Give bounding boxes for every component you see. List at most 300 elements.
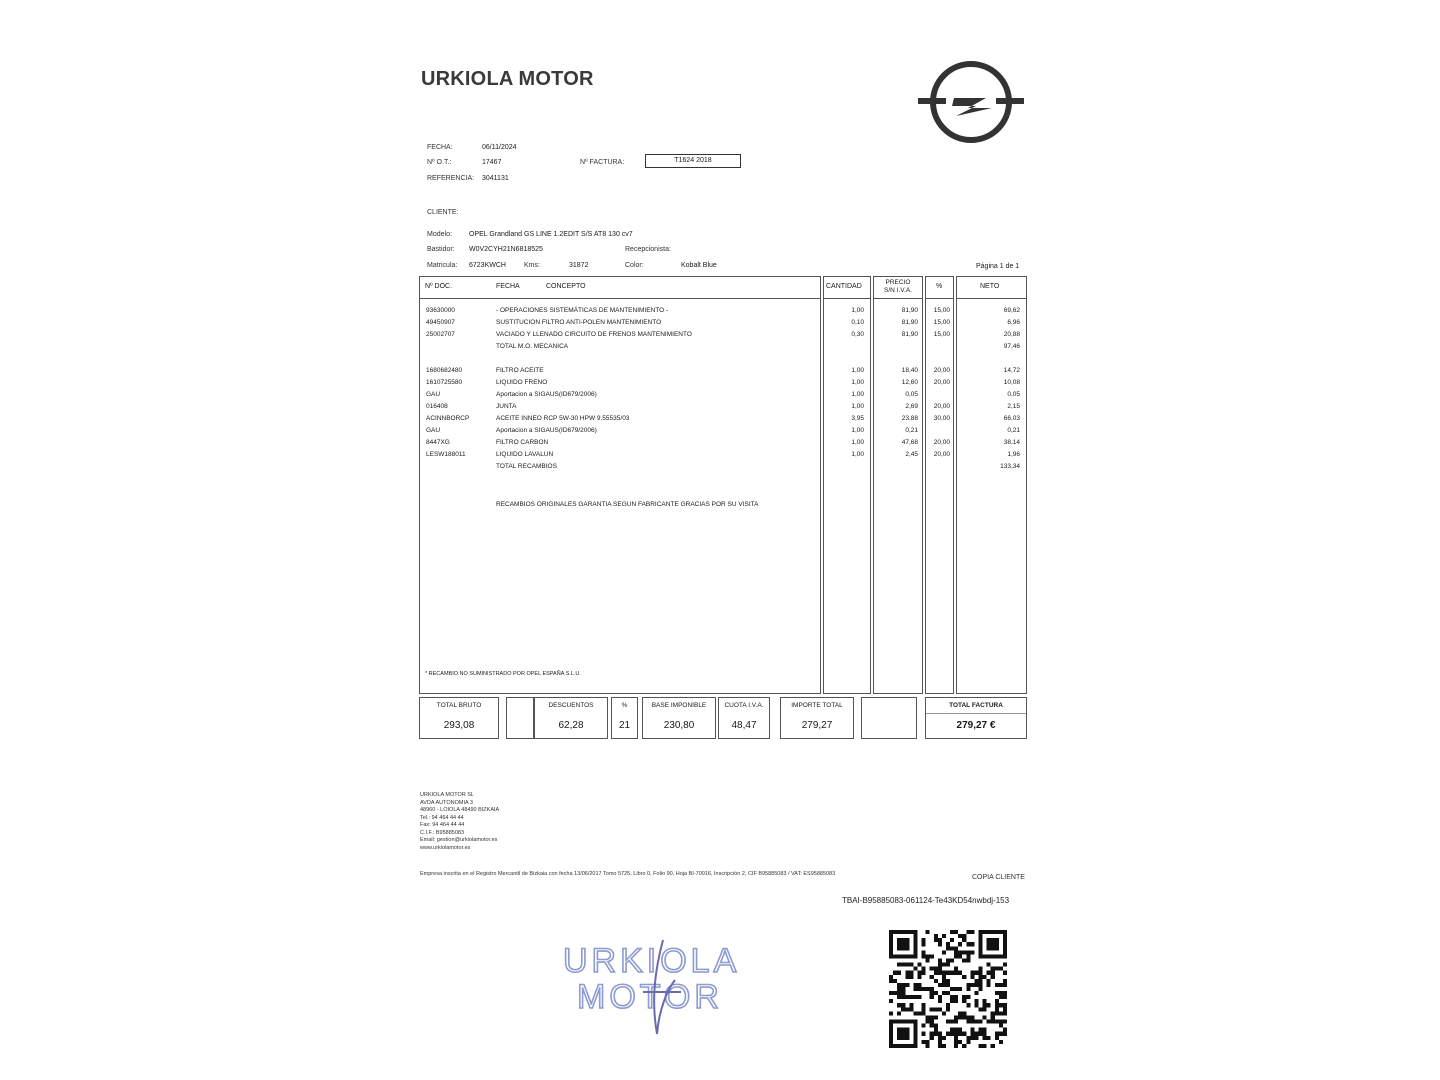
qr-module: [950, 1032, 954, 1036]
cell-concepto: Aportacion a SIGAUS(ID679/2006): [496, 391, 597, 398]
qr-module: [917, 995, 921, 999]
qr-module: [999, 995, 1003, 999]
qr-module: [926, 1040, 930, 1044]
cell-pct: 20,00: [933, 403, 950, 410]
qr-module: [1003, 1020, 1007, 1024]
qr-module: [946, 983, 950, 987]
qr-module: [995, 1003, 999, 1007]
qr-module: [958, 950, 962, 954]
qr-module: [966, 958, 970, 962]
qr-module: [930, 1020, 934, 1024]
qr-module: [991, 967, 995, 971]
qr-module: [889, 975, 893, 979]
qr-module: [999, 991, 1003, 995]
qr-module: [995, 1032, 999, 1036]
column-divider: [870, 276, 874, 694]
qr-module: [942, 1036, 946, 1040]
qr-module: [922, 967, 926, 971]
qr-module: [954, 954, 958, 958]
ot-label: Nº O.T.:: [427, 159, 452, 166]
qr-module: [983, 1007, 987, 1011]
qr-module: [970, 983, 974, 987]
qr-module: [930, 1024, 934, 1028]
qr-module: [893, 991, 897, 995]
bastidor-label: Bastidor:: [427, 246, 455, 253]
qr-module: [995, 983, 999, 987]
qr-module: [954, 950, 958, 954]
cell-neto: 2,15: [1007, 403, 1020, 410]
company-address: [420, 792, 499, 852]
cell-precio: 47,68: [901, 439, 918, 446]
cell-concepto: - OPERACIONES SISTEMÁTICAS DE MANTENIMIENTO -: [496, 307, 669, 314]
referencia-label: REFERENCIA:: [427, 175, 475, 182]
descuentos-box: [534, 697, 608, 739]
cell-cantidad: 1,00: [851, 403, 864, 410]
cell-precio: 18,40: [901, 367, 918, 374]
qr-module: [930, 1032, 934, 1036]
qr-module: [934, 1028, 938, 1032]
total-bruto-value: 293,08: [443, 720, 475, 731]
qr-module: [962, 1044, 966, 1048]
qr-module: [897, 1003, 901, 1007]
qr-module: [991, 1015, 995, 1019]
cell-neto: 6,96: [1007, 319, 1020, 326]
qr-module: [979, 1044, 983, 1048]
qr-module: [966, 950, 970, 954]
qr-module: [889, 1011, 893, 1015]
cell-pct: 15,00: [933, 307, 950, 314]
qr-module: [934, 1015, 938, 1019]
qr-module: [974, 971, 978, 975]
qr-module: [983, 1044, 987, 1048]
stamp-line1: URKIOLA: [563, 942, 741, 980]
blank-box: [506, 697, 534, 739]
qr-module: [950, 995, 954, 999]
legal-text: Empresa inscrita en el Registro Mercantil de Bizkaia con fecha 13/06/2017 Tomo 5725, Libro 0, Folio 90, Hoja BI-70016, Inscripción 2, CIF B95885083 / VAT: ES95885083: [420, 871, 836, 877]
col-header-precio: [876, 279, 920, 295]
qr-module: [897, 983, 901, 987]
cell-precio: 81,90: [901, 331, 918, 338]
qr-module: [954, 995, 958, 999]
qr-code: [889, 930, 1007, 1048]
qr-module: [942, 971, 946, 975]
qr-module: [991, 1011, 995, 1015]
col-header-neto: NETO: [980, 283, 1000, 290]
cell-concepto: TOTAL RECAMBIOS: [496, 463, 557, 470]
qr-module: [966, 942, 970, 946]
base-imponible-box: [642, 697, 716, 739]
qr-module: [999, 1024, 1003, 1028]
qr-module: [983, 1015, 987, 1019]
qr-module: [966, 1003, 970, 1007]
qr-module: [958, 971, 962, 975]
qr-module: [913, 967, 917, 971]
qr-module: [983, 999, 987, 1003]
qr-module: [913, 995, 917, 999]
qr-module: [946, 946, 950, 950]
qr-module: [962, 975, 966, 979]
cell-doc: LESW188011: [426, 451, 466, 458]
cuota-iva-box: [718, 697, 770, 739]
qr-module: [999, 967, 1003, 971]
cell-precio: 23,88: [901, 415, 918, 422]
qr-module: [905, 983, 909, 987]
qr-module: [962, 1032, 966, 1036]
qr-module: [901, 991, 905, 995]
cell-concepto: TOTAL M.O. MECANICA: [496, 343, 569, 350]
address-line: www.urkiolamotor.es: [420, 844, 471, 851]
qr-module: [979, 1020, 983, 1024]
qr-module: [995, 1007, 999, 1011]
qr-module: [954, 999, 958, 1003]
cell-cantidad: 0,30: [851, 331, 864, 338]
cell-concepto: Aportacion a SIGAUS(ID679/2006): [496, 427, 597, 434]
cell-neto: 1,96: [1007, 451, 1020, 458]
qr-module: [979, 1007, 983, 1011]
cell-pct: 20,00: [933, 367, 950, 374]
qr-module: [954, 946, 958, 950]
qr-module: [942, 950, 946, 954]
qr-module: [950, 987, 954, 991]
qr-module: [1003, 995, 1007, 999]
cell-pct: 20,00: [933, 439, 950, 446]
qr-module: [938, 942, 942, 946]
qr-module: [946, 963, 950, 967]
qr-module: [930, 967, 934, 971]
matricula-label: Matricula:: [427, 262, 458, 269]
qr-module: [1003, 1007, 1007, 1011]
thanks-note: RECAMBIOS ORIGINALES GARANTIA SEGUN FABRICANTE GRACIAS POR SU VISITA: [496, 501, 759, 508]
qr-module: [938, 983, 942, 987]
qr-module: [930, 954, 934, 958]
qr-module: [995, 1011, 999, 1015]
qr-module: [889, 991, 893, 995]
cell-cantidad: 1,00: [851, 427, 864, 434]
qr-module: [922, 1003, 926, 1007]
cell-precio: 81,90: [901, 307, 918, 314]
cell-pct: 15,00: [933, 319, 950, 326]
qr-module: [950, 999, 954, 1003]
qr-module: [922, 1011, 926, 1015]
qr-module: [987, 1036, 991, 1040]
cell-cantidad: 3,95: [851, 415, 864, 422]
qr-module: [974, 1032, 978, 1036]
cell-neto: 38,14: [1003, 439, 1020, 446]
qr-module: [954, 967, 958, 971]
importe-total-value: 279,27: [801, 720, 833, 731]
qr-module: [938, 938, 942, 942]
qr-module: [958, 954, 962, 958]
cell-cantidad: 0,10: [851, 319, 864, 326]
importe-total-box: [780, 697, 854, 739]
qr-module: [991, 975, 995, 979]
qr-module: [950, 938, 954, 942]
qr-module: [974, 1020, 978, 1024]
qr-module: [938, 963, 942, 967]
qr-module: [942, 979, 946, 983]
cell-doc: 8447XG: [426, 439, 450, 446]
qr-module: [979, 971, 983, 975]
qr-module: [889, 999, 893, 1003]
qr-module: [897, 963, 901, 967]
total-bruto-box: [419, 697, 499, 739]
qr-module: [922, 1007, 926, 1011]
qr-module: [966, 1040, 970, 1044]
qr-module: [962, 950, 966, 954]
qr-module: [889, 979, 893, 983]
qr-module: [938, 1040, 942, 1044]
fecha-label: FECHA:: [427, 144, 453, 151]
qr-module: [922, 987, 926, 991]
qr-module: [909, 1003, 913, 1007]
col-header-doc: Nº DOC.: [425, 283, 453, 290]
total-bruto-label: TOTAL BRUTO: [436, 702, 482, 709]
qr-module: [1003, 963, 1007, 967]
qr-module: [950, 930, 954, 934]
qr-module: [991, 1020, 995, 1024]
qr-module: [1003, 1003, 1007, 1007]
qr-module: [958, 1011, 962, 1015]
qr-module: [999, 1003, 1003, 1007]
qr-module: [954, 1015, 958, 1019]
qr-module: [962, 995, 966, 999]
total-factura-box: [925, 697, 1027, 739]
qr-module: [991, 971, 995, 975]
qr-module: [999, 1040, 1003, 1044]
qr-module: [999, 1020, 1003, 1024]
qr-module: [970, 942, 974, 946]
cell-neto: 133,34: [1000, 463, 1020, 470]
col-header-precio-line1: PRECIO: [885, 279, 911, 286]
pct-label: %: [621, 702, 628, 709]
cell-concepto: VACIADO Y LLENADO CIRCUITO DE FRENOS MANTENIMIENTO: [496, 331, 692, 338]
qr-module: [995, 967, 999, 971]
qr-module: [942, 975, 946, 979]
qr-module: [946, 971, 950, 975]
modelo-label: Modelo:: [427, 231, 452, 238]
pct-value: 21: [618, 720, 631, 731]
qr-module: [974, 979, 978, 983]
qr-module: [922, 938, 926, 942]
qr-module: [966, 983, 970, 987]
qr-module: [938, 967, 942, 971]
qr-module: [930, 975, 934, 979]
qr-module: [946, 1020, 950, 1024]
cell-neto: 97,46: [1003, 343, 1020, 350]
qr-module: [974, 1003, 978, 1007]
referencia-value: 3041131: [482, 175, 509, 182]
qr-module: [962, 958, 966, 962]
qr-module: [946, 1032, 950, 1036]
qr-module: [983, 1003, 987, 1007]
qr-module: [934, 979, 938, 983]
pct-box: [611, 697, 638, 739]
cell-cantidad: 1,00: [851, 439, 864, 446]
page-indicator: Página 1 de 1: [976, 263, 1020, 270]
qr-module: [897, 938, 909, 950]
qr-module: [970, 975, 974, 979]
qr-module: [950, 1020, 954, 1024]
qr-module: [926, 930, 930, 934]
opel-lightning-icon: [916, 58, 1026, 146]
cell-neto: 10,08: [1003, 379, 1020, 386]
cell-concepto: ACEITE INNEO RCP 5W-30 HPW 9.55535/03: [496, 415, 630, 422]
cell-cantidad: 1,00: [851, 307, 864, 314]
invoice-number: T1624 2018: [645, 154, 741, 168]
base-imponible-value: 230,80: [663, 720, 695, 731]
table-header-divider: [419, 298, 1027, 299]
qr-module: [901, 1003, 905, 1007]
cell-doc: 49450907: [426, 319, 455, 326]
cell-neto: 20,88: [1003, 331, 1020, 338]
qr-module: [922, 942, 926, 946]
address-line: Email: gestion@urkiolamotor.es: [420, 837, 498, 843]
qr-module: [922, 954, 926, 958]
cell-cantidad: 1,00: [851, 391, 864, 398]
qr-module: [930, 995, 934, 999]
qr-module: [954, 1036, 958, 1040]
cell-doc: GAU: [426, 391, 441, 398]
qr-module: [905, 963, 909, 967]
qr-module: [958, 1028, 962, 1032]
qr-module: [950, 958, 954, 962]
qr-module: [962, 999, 966, 1003]
qr-module: [970, 1028, 974, 1032]
col-header-fecha: FECHA: [496, 283, 520, 290]
qr-module: [950, 1028, 954, 1032]
qr-module: [999, 1032, 1003, 1036]
qr-module: [970, 1020, 974, 1024]
qr-module: [987, 983, 991, 987]
cell-precio: 2,45: [905, 451, 918, 458]
qr-module: [913, 987, 917, 991]
qr-module: [1003, 1011, 1007, 1015]
qr-module: [930, 1007, 934, 1011]
qr-module: [922, 1024, 926, 1028]
qr-module: [934, 1032, 938, 1036]
qr-module: [958, 1040, 962, 1044]
qr-module: [917, 975, 921, 979]
modelo-value: OPEL Grandland GS LINE 1.2EDIT S/S AT8 130 cv7: [469, 231, 633, 238]
total-factura-label: TOTAL FACTURA: [949, 702, 1003, 709]
qr-module: [979, 987, 983, 991]
qr-module: [905, 971, 909, 975]
qr-module: [938, 1044, 942, 1048]
qr-module: [909, 971, 913, 975]
cell-precio: 0,21: [905, 427, 918, 434]
qr-module: [938, 995, 942, 999]
qr-module: [995, 999, 999, 1003]
qr-module: [966, 995, 970, 999]
qr-module: [946, 1003, 950, 1007]
qr-module: [950, 946, 954, 950]
qr-module: [893, 971, 897, 975]
qr-module: [901, 995, 905, 999]
tbai-code: TBAI-B95885083-061124-Te43KD54nwbdj-153: [842, 896, 1010, 905]
qr-module: [979, 967, 983, 971]
cell-concepto: FILTRO ACEITE: [496, 367, 544, 374]
qr-module: [942, 963, 946, 967]
qr-module: [966, 1015, 970, 1019]
qr-module: [966, 930, 970, 934]
qr-module: [934, 967, 938, 971]
qr-module: [917, 983, 921, 987]
qr-module: [917, 963, 921, 967]
qr-module: [995, 1020, 999, 1024]
cell-concepto: FILTRO CARBON: [496, 439, 549, 446]
qr-module: [995, 991, 999, 995]
cell-pct: 30,00: [933, 415, 950, 422]
qr-module: [926, 1020, 930, 1024]
qr-module: [926, 987, 930, 991]
qr-module: [909, 1007, 913, 1011]
qr-module: [983, 975, 987, 979]
cell-doc: 93630000: [426, 307, 455, 314]
company-name: URKIOLA MOTOR: [421, 68, 594, 90]
qr-module: [938, 999, 942, 1003]
qr-module: [926, 1015, 930, 1019]
qr-module: [1003, 991, 1007, 995]
qr-module: [897, 971, 901, 975]
qr-module: [954, 1044, 958, 1048]
qr-module: [930, 1015, 934, 1019]
base-imponible-label: BASE IMPONIBLE: [651, 702, 707, 709]
qr-module: [987, 938, 999, 950]
qr-module: [999, 1011, 1003, 1015]
cell-neto: 14,72: [1003, 367, 1020, 374]
qr-module: [922, 1040, 926, 1044]
cuota-iva-label: CUOTA I.V.A.: [724, 702, 764, 709]
qr-module: [938, 971, 942, 975]
qr-module: [922, 1032, 926, 1036]
qr-module: [917, 987, 921, 991]
qr-module: [966, 987, 970, 991]
blank-box: [861, 697, 917, 739]
qr-module: [970, 930, 974, 934]
cell-doc: ACINNBORCP: [426, 415, 470, 422]
qr-module: [930, 1036, 934, 1040]
qr-module: [913, 1011, 917, 1015]
qr-module: [942, 991, 946, 995]
qr-module: [954, 1032, 958, 1036]
qr-module: [893, 979, 897, 983]
recepcionista-label: Recepcionista:: [625, 246, 671, 253]
cell-neto: 66,03: [1003, 415, 1020, 422]
qr-module: [901, 1007, 905, 1011]
col-header-concepto: CONCEPTO: [546, 283, 586, 290]
qr-module: [938, 1032, 942, 1036]
qr-module: [926, 954, 930, 958]
cell-pct: 20,00: [933, 451, 950, 458]
address-line: C.I.F.: B95885083: [420, 829, 465, 836]
cell-pct: 20,00: [933, 379, 950, 386]
qr-module: [934, 1007, 938, 1011]
col-header-pct: %: [936, 283, 943, 290]
qr-module: [1003, 983, 1007, 987]
qr-module: [974, 999, 978, 1003]
qr-module: [983, 1036, 987, 1040]
importe-total-label: IMPORTE TOTAL: [791, 702, 843, 709]
qr-module: [970, 971, 974, 975]
cell-precio: 0,05: [905, 391, 918, 398]
qr-module: [979, 979, 983, 983]
qr-module: [922, 950, 926, 954]
cell-neto: 0,21: [1007, 427, 1020, 434]
qr-module: [934, 971, 938, 975]
qr-module: [917, 1011, 921, 1015]
qr-module: [983, 1028, 987, 1032]
qr-module: [954, 1040, 958, 1044]
